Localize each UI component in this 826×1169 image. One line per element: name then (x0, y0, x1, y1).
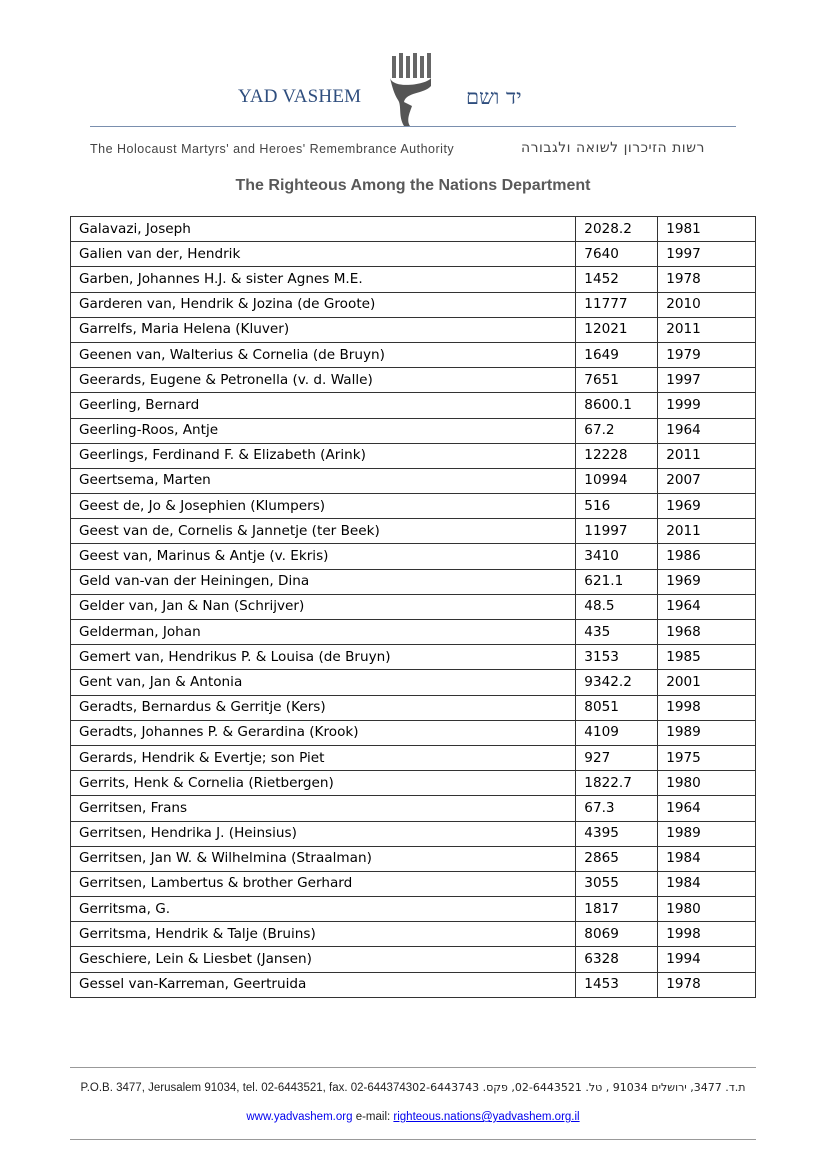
table-row (71, 745, 756, 770)
person-name-cell: Gerards, Hendrik & Evertje; son Piet (71, 745, 576, 770)
email-link[interactable]: righteous.nations@yadvashem.org.il (393, 1111, 580, 1123)
file-number-cell: 12021 (576, 317, 658, 342)
file-number-cell: 7640 (576, 242, 658, 267)
file-number-cell: 3153 (576, 645, 658, 670)
table-row (71, 418, 756, 443)
footer-contacts (0, 1111, 826, 1123)
file-number-cell: 7651 (576, 368, 658, 393)
file-number-cell: 11777 (576, 292, 658, 317)
file-number-cell: 10994 (576, 468, 658, 493)
person-name-cell: Gerritsma, Hendrik & Talje (Bruins) (71, 922, 576, 947)
person-name-cell: Geest van, Marinus & Antje (v. Ekris) (71, 544, 576, 569)
file-number-cell: 3410 (576, 544, 658, 569)
year-cell: 2011 (658, 317, 756, 342)
year-cell: 1999 (658, 393, 756, 418)
table-row (71, 217, 756, 242)
person-name-cell: Geradts, Johannes P. & Gerardina (Krook) (71, 720, 576, 745)
header-divider (90, 126, 736, 127)
address-english: P.O.B. 3477, Jerusalem 91034, tel. 02-6443521, fax. 02-6443743 (80, 1082, 413, 1094)
person-name-cell: Geerards, Eugene & Petronella (v. d. Walle) (71, 368, 576, 393)
table-row (71, 670, 756, 695)
year-cell: 1985 (658, 645, 756, 670)
year-cell: 2011 (658, 519, 756, 544)
year-cell: 1998 (658, 922, 756, 947)
person-name-cell: Gent van, Jan & Antonia (71, 670, 576, 695)
year-cell: 1969 (658, 494, 756, 519)
year-cell: 1964 (658, 418, 756, 443)
file-number-cell: 435 (576, 620, 658, 645)
table-row (71, 796, 756, 821)
table-row (71, 569, 756, 594)
person-name-cell: Gerritsen, Hendrika J. (Heinsius) (71, 821, 576, 846)
person-name-cell: Geld van-van der Heiningen, Dina (71, 569, 576, 594)
year-cell: 1978 (658, 972, 756, 997)
year-cell: 1997 (658, 242, 756, 267)
file-number-cell: 2028.2 (576, 217, 658, 242)
table-row (71, 393, 756, 418)
year-cell: 1968 (658, 620, 756, 645)
person-name-cell: Garben, Johannes H.J. & sister Agnes M.E. (71, 267, 576, 292)
file-number-cell: 67.2 (576, 418, 658, 443)
person-name-cell: Gerritsen, Jan W. & Wilhelmina (Straalman) (71, 846, 576, 871)
person-name-cell: Gemert van, Hendrikus P. & Louisa (de Bruyn) (71, 645, 576, 670)
file-number-cell: 11997 (576, 519, 658, 544)
year-cell: 1978 (658, 267, 756, 292)
year-cell: 1964 (658, 594, 756, 619)
year-cell: 2010 (658, 292, 756, 317)
person-name-cell: Geschiere, Lein & Liesbet (Jansen) (71, 947, 576, 972)
table-row (71, 645, 756, 670)
table-row (71, 620, 756, 645)
file-number-cell: 6328 (576, 947, 658, 972)
person-name-cell: Geerling, Bernard (71, 393, 576, 418)
person-name-cell: Galavazi, Joseph (71, 217, 576, 242)
year-cell: 1989 (658, 720, 756, 745)
table-row (71, 771, 756, 796)
authority-name-english: The Holocaust Martyrs' and Heroes' Remembrance Authority (90, 142, 455, 156)
year-cell: 2007 (658, 468, 756, 493)
file-number-cell: 8069 (576, 922, 658, 947)
file-number-cell: 927 (576, 745, 658, 770)
year-cell: 1989 (658, 821, 756, 846)
file-number-cell: 9342.2 (576, 670, 658, 695)
file-number-cell: 8600.1 (576, 393, 658, 418)
year-cell: 2001 (658, 670, 756, 695)
table-row (71, 897, 756, 922)
year-cell: 1969 (658, 569, 756, 594)
person-name-cell: Geradts, Bernardus & Gerritje (Kers) (71, 695, 576, 720)
table-body (71, 217, 756, 998)
authority-name-hebrew: רשות הזיכרון לשואה ולגבורה (521, 140, 705, 156)
table-row (71, 368, 756, 393)
person-name-cell: Geest de, Jo & Josephien (Klumpers) (71, 494, 576, 519)
table-row (71, 695, 756, 720)
year-cell: 1986 (658, 544, 756, 569)
year-cell: 1975 (658, 745, 756, 770)
file-number-cell: 12228 (576, 443, 658, 468)
person-name-cell: Garderen van, Hendrik & Jozina (de Groote) (71, 292, 576, 317)
file-number-cell: 1822.7 (576, 771, 658, 796)
file-number-cell: 48.5 (576, 594, 658, 619)
person-name-cell: Gelder van, Jan & Nan (Schrijver) (71, 594, 576, 619)
email-label: e-mail: (355, 1111, 391, 1123)
year-cell: 1994 (658, 947, 756, 972)
table-row (71, 267, 756, 292)
file-number-cell: 4109 (576, 720, 658, 745)
footer-divider-top (70, 1067, 756, 1068)
logo-text-hebrew: יד ושם (466, 85, 522, 109)
person-name-cell: Gessel van-Karreman, Geertruida (71, 972, 576, 997)
person-name-cell: Geenen van, Walterius & Cornelia (de Bruyn) (71, 342, 576, 367)
table-row (71, 242, 756, 267)
person-name-cell: Gerrits, Henk & Cornelia (Rietbergen) (71, 771, 576, 796)
year-cell: 1984 (658, 871, 756, 896)
year-cell: 1981 (658, 217, 756, 242)
file-number-cell: 1817 (576, 897, 658, 922)
person-name-cell: Geertsema, Marten (71, 468, 576, 493)
file-number-cell: 1452 (576, 267, 658, 292)
table-row (71, 594, 756, 619)
website-link[interactable]: www.yadvashem.org (246, 1111, 353, 1123)
file-number-cell: 1649 (576, 342, 658, 367)
table-row (71, 317, 756, 342)
year-cell: 1980 (658, 771, 756, 796)
person-name-cell: Garrelfs, Maria Helena (Kluver) (71, 317, 576, 342)
file-number-cell: 8051 (576, 695, 658, 720)
person-name-cell: Gelderman, Johan (71, 620, 576, 645)
table-row (71, 468, 756, 493)
person-name-cell: Geerlings, Ferdinand F. & Elizabeth (Arink) (71, 443, 576, 468)
person-name-cell: Gerritsen, Lambertus & brother Gerhard (71, 871, 576, 896)
table-row (71, 846, 756, 871)
year-cell: 1997 (658, 368, 756, 393)
year-cell: 1979 (658, 342, 756, 367)
table-row (71, 821, 756, 846)
file-number-cell: 4395 (576, 821, 658, 846)
year-cell: 2011 (658, 443, 756, 468)
table-row (71, 871, 756, 896)
file-number-cell: 3055 (576, 871, 658, 896)
file-number-cell: 516 (576, 494, 658, 519)
person-name-cell: Gerritsma, G. (71, 897, 576, 922)
table-row (71, 947, 756, 972)
year-cell: 1984 (658, 846, 756, 871)
logo-text-english: YAD VASHEM (238, 86, 362, 107)
table-row (71, 544, 756, 569)
year-cell: 1998 (658, 695, 756, 720)
footer-divider-bottom (70, 1139, 756, 1140)
table-row (71, 292, 756, 317)
table-row (71, 972, 756, 997)
year-cell: 1980 (658, 897, 756, 922)
year-cell: 1964 (658, 796, 756, 821)
address-hebrew: ת.ד. 3477, ירושלים 91034 , טל. 02-6443521, פקס. 02-6443743 (412, 1081, 746, 1094)
table-row (71, 922, 756, 947)
table-row (71, 443, 756, 468)
department-title: The Righteous Among the Nations Department (235, 177, 591, 194)
file-number-cell: 1453 (576, 972, 658, 997)
footer-address (0, 1081, 826, 1094)
file-number-cell: 2865 (576, 846, 658, 871)
person-name-cell: Galien van der, Hendrik (71, 242, 576, 267)
person-name-cell: Geerling-Roos, Antje (71, 418, 576, 443)
table-row (71, 342, 756, 367)
table-row (71, 519, 756, 544)
file-number-cell: 621.1 (576, 569, 658, 594)
menorah-logo-icon (384, 50, 440, 130)
table-row (71, 720, 756, 745)
file-number-cell: 67.3 (576, 796, 658, 821)
person-name-cell: Geest van de, Cornelis & Jannetje (ter Beek) (71, 519, 576, 544)
table-row (71, 494, 756, 519)
person-name-cell: Gerritsen, Frans (71, 796, 576, 821)
righteous-list-table (70, 216, 756, 998)
